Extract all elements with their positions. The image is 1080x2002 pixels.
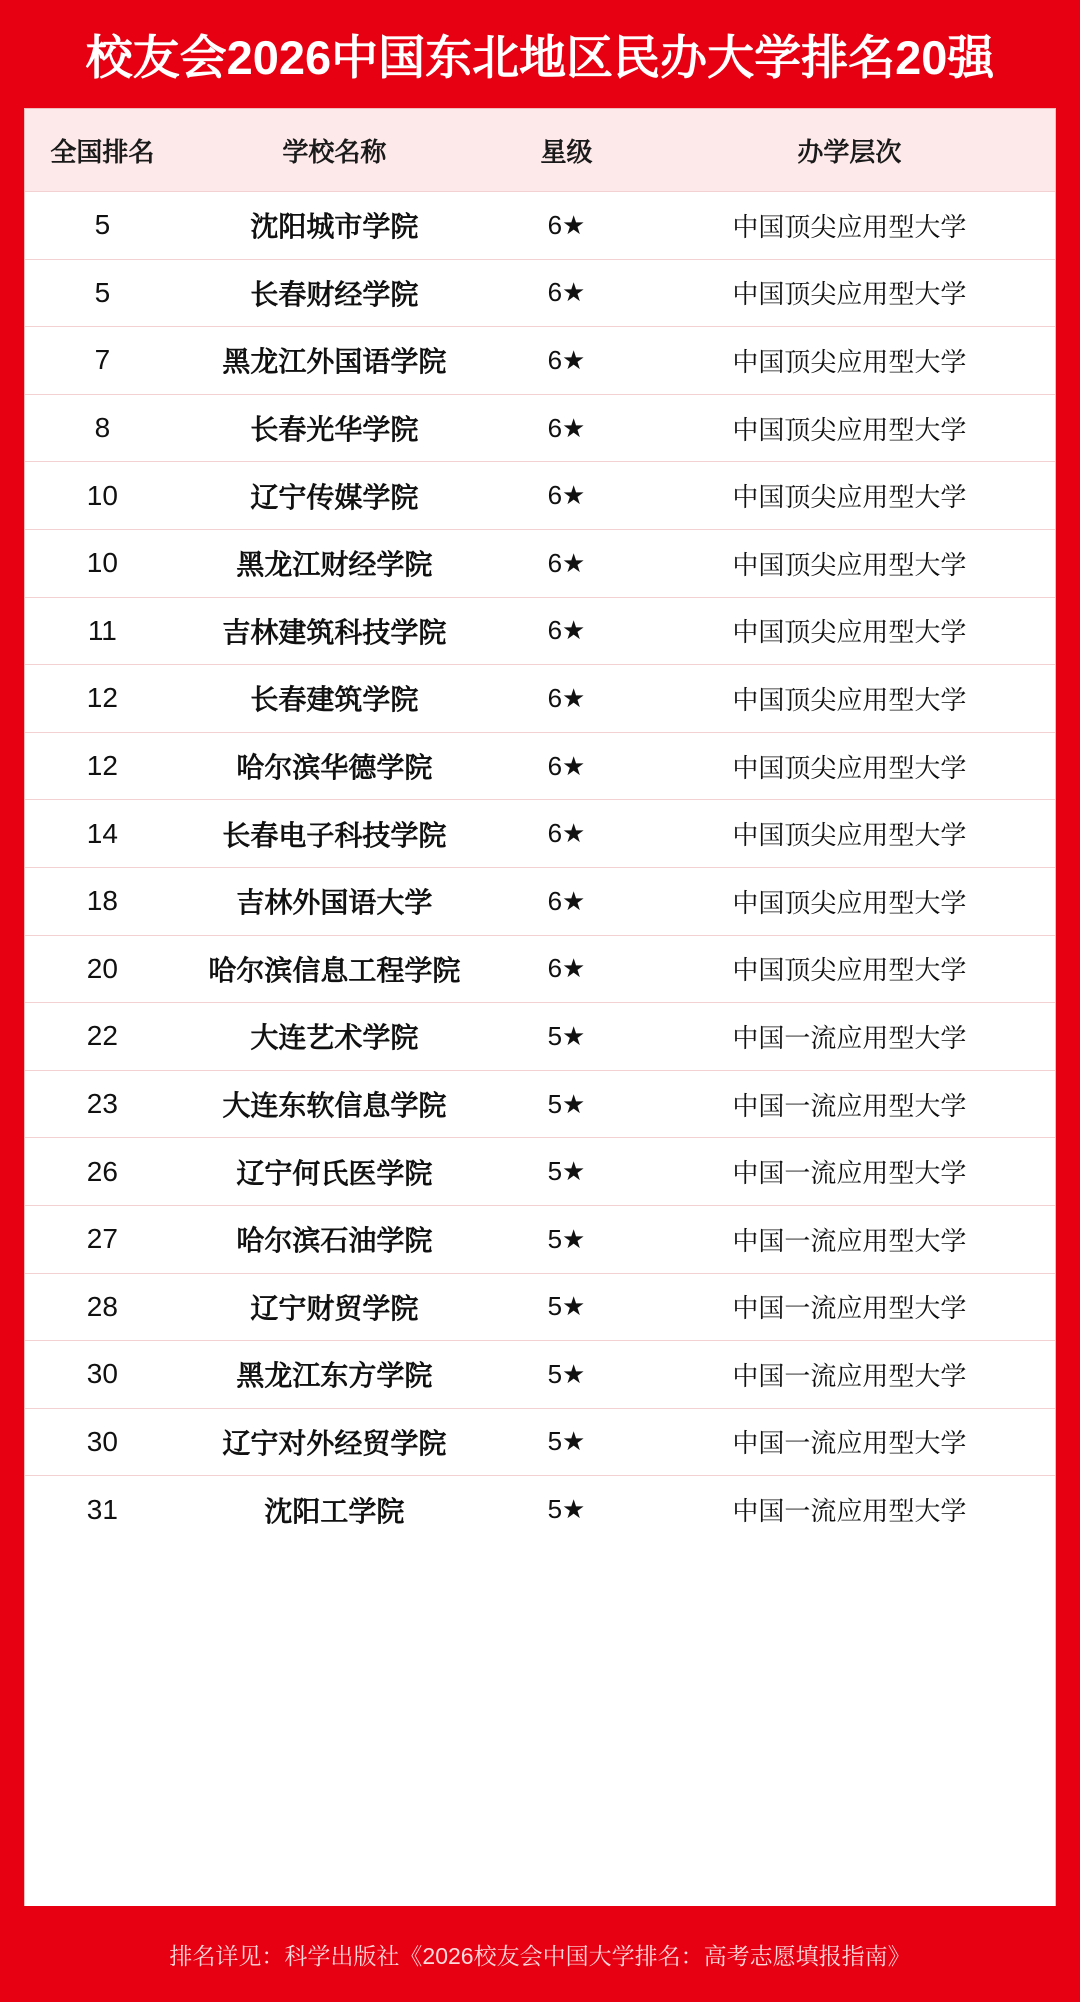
cell-rank: 22 (86, 1020, 118, 1052)
cell-level: 中国一流应用型大学 (732, 1225, 967, 1256)
table-row (25, 461, 1055, 529)
cell-rank: 30 (86, 1425, 118, 1457)
cell-name: 哈尔滨石油学院 (236, 1225, 433, 1257)
table-row (25, 326, 1055, 394)
cell-level: 中国一流应用型大学 (732, 1496, 967, 1527)
column-header-star: 星级 (540, 136, 593, 167)
cell-star: 5★ (547, 1088, 586, 1119)
cell-level: 中国顶尖应用型大学 (732, 684, 967, 715)
cell-rank: 28 (86, 1290, 118, 1322)
page-title: 校友会2026中国东北地区民办大学排名20强 (85, 30, 995, 84)
table-row (25, 394, 1055, 462)
cell-star: 5★ (547, 1426, 586, 1457)
cell-star: 6★ (547, 209, 586, 240)
cell-level: 中国顶尖应用型大学 (732, 955, 967, 986)
cell-name: 长春建筑学院 (250, 684, 419, 716)
cell-rank: 11 (87, 614, 117, 646)
cell-level: 中国顶尖应用型大学 (732, 617, 967, 648)
table-row (25, 1137, 1055, 1205)
cell-level: 中国一流应用型大学 (732, 1360, 967, 1391)
table-row (25, 732, 1055, 800)
cell-star: 5★ (547, 1494, 586, 1525)
cell-rank: 26 (86, 1155, 118, 1187)
poster-header (24, 0, 1056, 108)
cell-rank: 12 (86, 682, 118, 714)
cell-level: 中国顶尖应用型大学 (732, 820, 967, 851)
table-row (25, 1273, 1055, 1341)
table-row (25, 191, 1055, 259)
table-row (25, 529, 1055, 597)
ranking-table (24, 108, 1056, 1906)
cell-rank: 8 (94, 412, 111, 444)
table-row (25, 664, 1055, 732)
table-row (25, 1002, 1055, 1070)
cell-level: 中国顶尖应用型大学 (732, 887, 967, 918)
cell-name: 大连东软信息学院 (222, 1090, 447, 1122)
column-header-level: 办学层次 (797, 136, 902, 167)
cell-name: 辽宁传媒学院 (250, 481, 419, 513)
cell-rank: 10 (86, 547, 118, 579)
cell-rank: 14 (86, 817, 118, 849)
column-header-name: 学校名称 (282, 136, 387, 167)
cell-level: 中国顶尖应用型大学 (732, 549, 967, 580)
cell-name: 黑龙江外国语学院 (222, 346, 447, 378)
poster-footer (24, 1906, 1056, 2002)
table-row (25, 1205, 1055, 1273)
cell-rank: 20 (86, 952, 118, 984)
cell-level: 中国顶尖应用型大学 (732, 346, 967, 377)
cell-level: 中国一流应用型大学 (732, 1090, 967, 1121)
cell-name: 辽宁何氏医学院 (236, 1157, 433, 1189)
cell-star: 6★ (547, 344, 586, 375)
table-row (25, 259, 1055, 327)
cell-rank: 27 (86, 1223, 118, 1255)
cell-name: 黑龙江财经学院 (236, 549, 433, 581)
cell-rank: 5 (94, 276, 111, 308)
cell-name: 哈尔滨华德学院 (236, 752, 433, 784)
cell-star: 5★ (547, 1223, 586, 1254)
cell-star: 6★ (547, 547, 586, 578)
cell-star: 6★ (547, 818, 586, 849)
table-row (25, 1475, 1055, 1543)
source-note: 排名详见：科学出版社《2026校友会中国大学排名：高考志愿填报指南》 (169, 1942, 911, 1969)
cell-name: 长春光华学院 (250, 414, 419, 446)
cell-level: 中国顶尖应用型大学 (732, 279, 967, 310)
cell-rank: 5 (94, 209, 111, 241)
cell-star: 6★ (547, 277, 586, 308)
cell-rank: 31 (86, 1493, 118, 1525)
cell-name: 长春电子科技学院 (222, 819, 447, 851)
cell-rank: 12 (86, 750, 118, 782)
table-header-row (25, 109, 1055, 191)
cell-level: 中国顶尖应用型大学 (732, 752, 967, 783)
cell-star: 6★ (547, 682, 586, 713)
table-row (25, 799, 1055, 867)
cell-star: 6★ (547, 953, 586, 984)
cell-star: 6★ (547, 412, 586, 443)
cell-rank: 23 (86, 1088, 118, 1120)
cell-name: 沈阳工学院 (264, 1495, 405, 1527)
cell-rank: 7 (94, 344, 111, 376)
cell-name: 大连艺术学院 (250, 1022, 419, 1054)
table-row (25, 1340, 1055, 1408)
cell-star: 5★ (547, 1291, 586, 1322)
cell-level: 中国一流应用型大学 (732, 1158, 967, 1189)
cell-name: 吉林外国语大学 (236, 887, 433, 919)
cell-name: 辽宁对外经贸学院 (222, 1427, 447, 1459)
cell-name: 哈尔滨信息工程学院 (208, 954, 461, 986)
cell-name: 吉林建筑科技学院 (222, 616, 447, 648)
cell-level: 中国一流应用型大学 (732, 1022, 967, 1053)
cell-star: 6★ (547, 615, 586, 646)
cell-rank: 18 (86, 885, 118, 917)
table-row (25, 1408, 1055, 1476)
cell-star: 5★ (547, 1020, 586, 1051)
table-row (25, 1070, 1055, 1138)
cell-rank: 30 (86, 1358, 118, 1390)
table-row (25, 597, 1055, 665)
cell-level: 中国一流应用型大学 (732, 1428, 967, 1459)
cell-name: 辽宁财贸学院 (250, 1292, 419, 1324)
table-row (25, 935, 1055, 1003)
cell-level: 中国一流应用型大学 (732, 1293, 967, 1324)
cell-star: 6★ (547, 750, 586, 781)
column-header-rank: 全国排名 (50, 136, 155, 167)
cell-name: 黑龙江东方学院 (236, 1360, 433, 1392)
cell-name: 长春财经学院 (250, 278, 419, 310)
cell-level: 中国顶尖应用型大学 (732, 414, 967, 445)
cell-level: 中国顶尖应用型大学 (732, 482, 967, 513)
table-row (25, 867, 1055, 935)
cell-star: 6★ (547, 480, 586, 511)
cell-rank: 10 (86, 479, 118, 511)
cell-star: 5★ (547, 1358, 586, 1389)
cell-name: 沈阳城市学院 (250, 211, 419, 243)
cell-level: 中国顶尖应用型大学 (732, 211, 967, 242)
cell-star: 5★ (547, 1156, 586, 1187)
cell-star: 6★ (547, 885, 586, 916)
